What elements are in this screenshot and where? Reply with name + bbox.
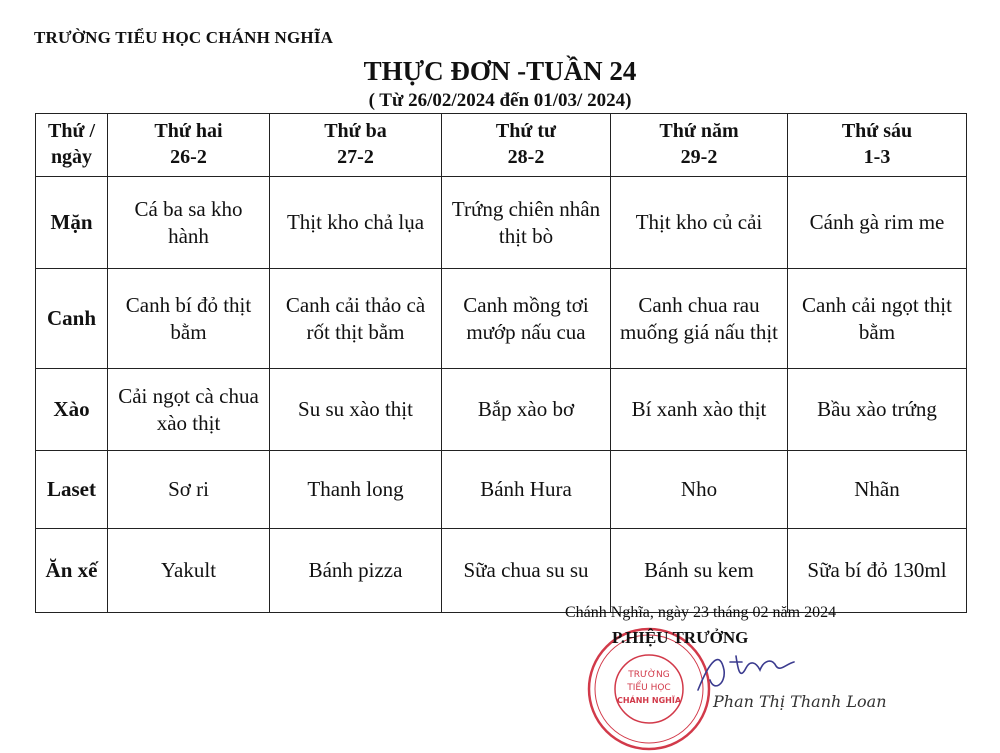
row-label: Xào (36, 369, 108, 451)
menu-cell: Bánh Hura (442, 451, 611, 529)
day-label: Thứ tư (495, 120, 557, 143)
menu-cell: Sữa bí đỏ 130ml (788, 529, 967, 613)
weekly-menu-table (35, 113, 967, 613)
day-label: Thứ hai (154, 120, 223, 143)
menu-cell: Su su xào thịt (270, 369, 442, 451)
stamp-line-3: CHÁNH NGHĨA (616, 696, 682, 705)
table-row (36, 177, 967, 269)
menu-cell: Sơ ri (108, 451, 270, 529)
corner-line-1: Thứ / (47, 120, 96, 143)
menu-cell: Canh cải ngọt thịt bằm (788, 269, 967, 369)
col-header-monday (108, 114, 270, 177)
menu-cell: Thịt kho củ cải (611, 177, 788, 269)
menu-cell: Canh chua rau muống giá nấu thịt (611, 269, 788, 369)
col-header-wednesday (442, 114, 611, 177)
menu-cell: Bí xanh xào thịt (611, 369, 788, 451)
menu-cell: Canh mồng tơi mướp nấu cua (442, 269, 611, 369)
row-label: Mặn (36, 177, 108, 269)
menu-title: THỰC ĐƠN -TUẦN 24 (363, 56, 637, 86)
menu-cell: Thịt kho chả lụa (270, 177, 442, 269)
menu-cell: Nho (611, 451, 788, 529)
day-label: Thứ năm (659, 120, 739, 143)
menu-cell: Trứng chiên nhân thịt bò (442, 177, 611, 269)
date-label: 28-2 (507, 146, 545, 168)
menu-cell: Bánh su kem (611, 529, 788, 613)
day-label: Thứ sáu (841, 120, 913, 143)
date-range: ( Từ 26/02/2024 đến 01/03/ 2024) (368, 90, 632, 111)
school-name: TRƯỜNG TIỂU HỌC CHÁNH NGHĨA (34, 28, 334, 47)
corner-cell (36, 114, 108, 177)
signer-position: P.HIỆU TRƯỞNG (612, 628, 749, 647)
row-label: Ăn xế (36, 529, 108, 613)
signature-icon (690, 640, 800, 700)
menu-cell: Canh cải thảo cà rốt thịt bằm (270, 269, 442, 369)
table-row (36, 269, 967, 369)
menu-cell: Bầu xào trứng (788, 369, 967, 451)
stamp-line-2: TIỂU HỌC (627, 683, 671, 693)
header-row (36, 114, 967, 177)
menu-cell: Thanh long (270, 451, 442, 529)
date-label: 1-3 (863, 146, 891, 168)
table-row (36, 369, 967, 451)
corner-line-2: ngày (50, 146, 93, 168)
menu-cell: Canh bí đỏ thịt bằm (108, 269, 270, 369)
menu-cell: Bắp xào bơ (442, 369, 611, 451)
col-header-thursday (611, 114, 788, 177)
row-label: Laset (36, 451, 108, 529)
row-label: Canh (36, 269, 108, 369)
menu-cell: Cá ba sa kho hành (108, 177, 270, 269)
menu-cell: Bánh pizza (270, 529, 442, 613)
place-date: Chánh Nghĩa, ngày 23 tháng 02 năm 2024 (565, 604, 837, 621)
date-label: 26-2 (170, 146, 207, 168)
menu-cell: Nhãn (788, 451, 967, 529)
day-label: Thứ ba (324, 120, 387, 143)
date-label: 29-2 (680, 146, 718, 168)
table-row (36, 529, 967, 613)
stamp-line-1: TRƯỜNG (628, 670, 670, 680)
menu-cell: Cánh gà rim me (788, 177, 967, 269)
col-header-tuesday (270, 114, 442, 177)
table-row (36, 451, 967, 529)
col-header-friday (788, 114, 967, 177)
menu-cell: Yakult (108, 529, 270, 613)
menu-cell: Sữa chua su su (442, 529, 611, 613)
date-label: 27-2 (337, 146, 374, 168)
signer-name: Phan Thị Thanh Loan (713, 692, 887, 711)
menu-cell: Cải ngọt cà chua xào thịt (108, 369, 270, 451)
